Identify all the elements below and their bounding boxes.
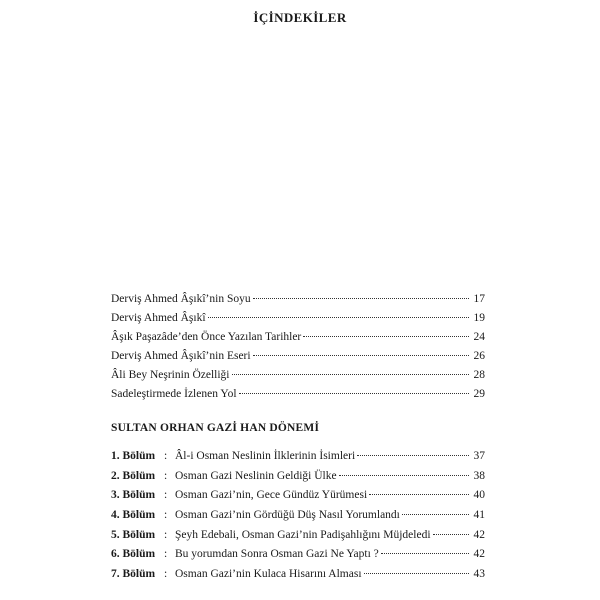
chapter-label: 7. Bölüm bbox=[111, 568, 156, 581]
toc-entry-title: Derviş Ahmed Âşıkî bbox=[111, 312, 206, 324]
toc-entry-page: 19 bbox=[473, 312, 485, 324]
chapter-page: 43 bbox=[473, 568, 485, 581]
toc-entry-page: 26 bbox=[473, 350, 485, 362]
toc-entry-title: Derviş Ahmed Âşıkî’nin Soyu bbox=[111, 293, 251, 305]
chapter-entry[interactable] bbox=[111, 506, 485, 526]
chapter-colon: : bbox=[164, 548, 168, 561]
toc-entry[interactable] bbox=[111, 328, 485, 347]
chapter-colon: : bbox=[164, 528, 168, 541]
chapter-colon: : bbox=[164, 489, 168, 502]
chapter-label: 4. Bölüm bbox=[111, 509, 156, 522]
chapter-title: Şeyh Edebali, Osman Gazi’nin Padişahlığını Müjdeledi bbox=[175, 528, 431, 541]
chapter-title: Osman Gazi’nin Kulaca Hisarını Alması bbox=[175, 568, 362, 581]
chapter-entry[interactable] bbox=[111, 565, 485, 585]
toc-entry[interactable] bbox=[111, 290, 485, 309]
chapter-title: Osman Gazi Neslinin Geldiği Ülke bbox=[175, 469, 337, 482]
chapter-page: 42 bbox=[473, 548, 485, 561]
toc-entry-title: Âşık Paşazâde’den Önce Yazılan Tarihler bbox=[111, 331, 302, 343]
dot-leader bbox=[364, 573, 469, 574]
chapter-title: Âl-i Osman Neslinin İlklerinin İsimleri bbox=[175, 450, 356, 462]
chapter-page: 38 bbox=[473, 469, 485, 482]
chapter-title: Osman Gazi’nin Gördüğü Düş Nasıl Yorumlandı bbox=[175, 509, 400, 522]
chapter-page: 40 bbox=[473, 489, 485, 502]
dot-leader bbox=[239, 393, 469, 394]
dot-leader bbox=[208, 317, 469, 318]
chapter-label: 6. Bölüm bbox=[111, 548, 156, 561]
section-heading: SULTAN ORHAN GAZİ HAN DÖNEMİ bbox=[111, 422, 320, 434]
toc-entry-page: 29 bbox=[473, 388, 485, 400]
dot-leader bbox=[357, 455, 469, 456]
chapter-title: Bu yorumdan Sonra Osman Gazi Ne Yaptı ? bbox=[175, 548, 379, 561]
chapter-page: 41 bbox=[473, 509, 485, 522]
chapter-label: 3. Bölüm bbox=[111, 489, 156, 502]
toc-entry-page: 28 bbox=[473, 369, 485, 381]
toc-entry-page: 17 bbox=[473, 293, 485, 305]
dot-leader bbox=[369, 494, 469, 495]
chapter-page: 42 bbox=[473, 528, 485, 541]
toc-entry-title: Derviş Ahmed Âşıkî’nin Eseri bbox=[111, 350, 251, 362]
toc-entry[interactable] bbox=[111, 347, 485, 366]
chapter-entry[interactable] bbox=[111, 526, 485, 546]
chapter-entry[interactable] bbox=[111, 486, 485, 506]
toc-entry-title: Âli Bey Neşrinin Özelliği bbox=[111, 369, 230, 381]
dot-leader bbox=[381, 553, 469, 554]
toc-entry[interactable] bbox=[111, 309, 485, 328]
toc-entry-title: Sadeleştirmede İzlenen Yol bbox=[111, 388, 237, 400]
page-title: İÇİNDEKİLER bbox=[253, 10, 347, 25]
chapter-page: 37 bbox=[473, 450, 485, 462]
toc-entry[interactable] bbox=[111, 366, 485, 385]
chapter-entry[interactable] bbox=[111, 545, 485, 565]
chapter-colon: : bbox=[164, 450, 168, 462]
dot-leader bbox=[402, 514, 469, 515]
dot-leader bbox=[253, 355, 469, 356]
toc-entry-page: 24 bbox=[473, 331, 485, 343]
toc-entry[interactable] bbox=[111, 385, 485, 404]
dot-leader bbox=[232, 374, 470, 375]
chapter-colon: : bbox=[164, 568, 168, 581]
dot-leader bbox=[303, 336, 469, 337]
chapter-entry[interactable] bbox=[111, 447, 485, 467]
dot-leader bbox=[433, 534, 469, 535]
chapter-toc-list bbox=[111, 447, 485, 585]
chapter-title: Osman Gazi’nin, Gece Gündüz Yürümesi bbox=[175, 489, 368, 502]
dot-leader bbox=[339, 475, 469, 476]
chapter-label: 1. Bölüm bbox=[111, 450, 156, 462]
chapter-colon: : bbox=[164, 509, 168, 522]
chapter-entry[interactable] bbox=[111, 467, 485, 487]
chapter-label: 5. Bölüm bbox=[111, 528, 156, 541]
chapter-colon: : bbox=[164, 469, 168, 482]
dot-leader bbox=[253, 298, 469, 299]
chapter-label: 2. Bölüm bbox=[111, 469, 156, 482]
intro-toc-list bbox=[111, 290, 485, 404]
